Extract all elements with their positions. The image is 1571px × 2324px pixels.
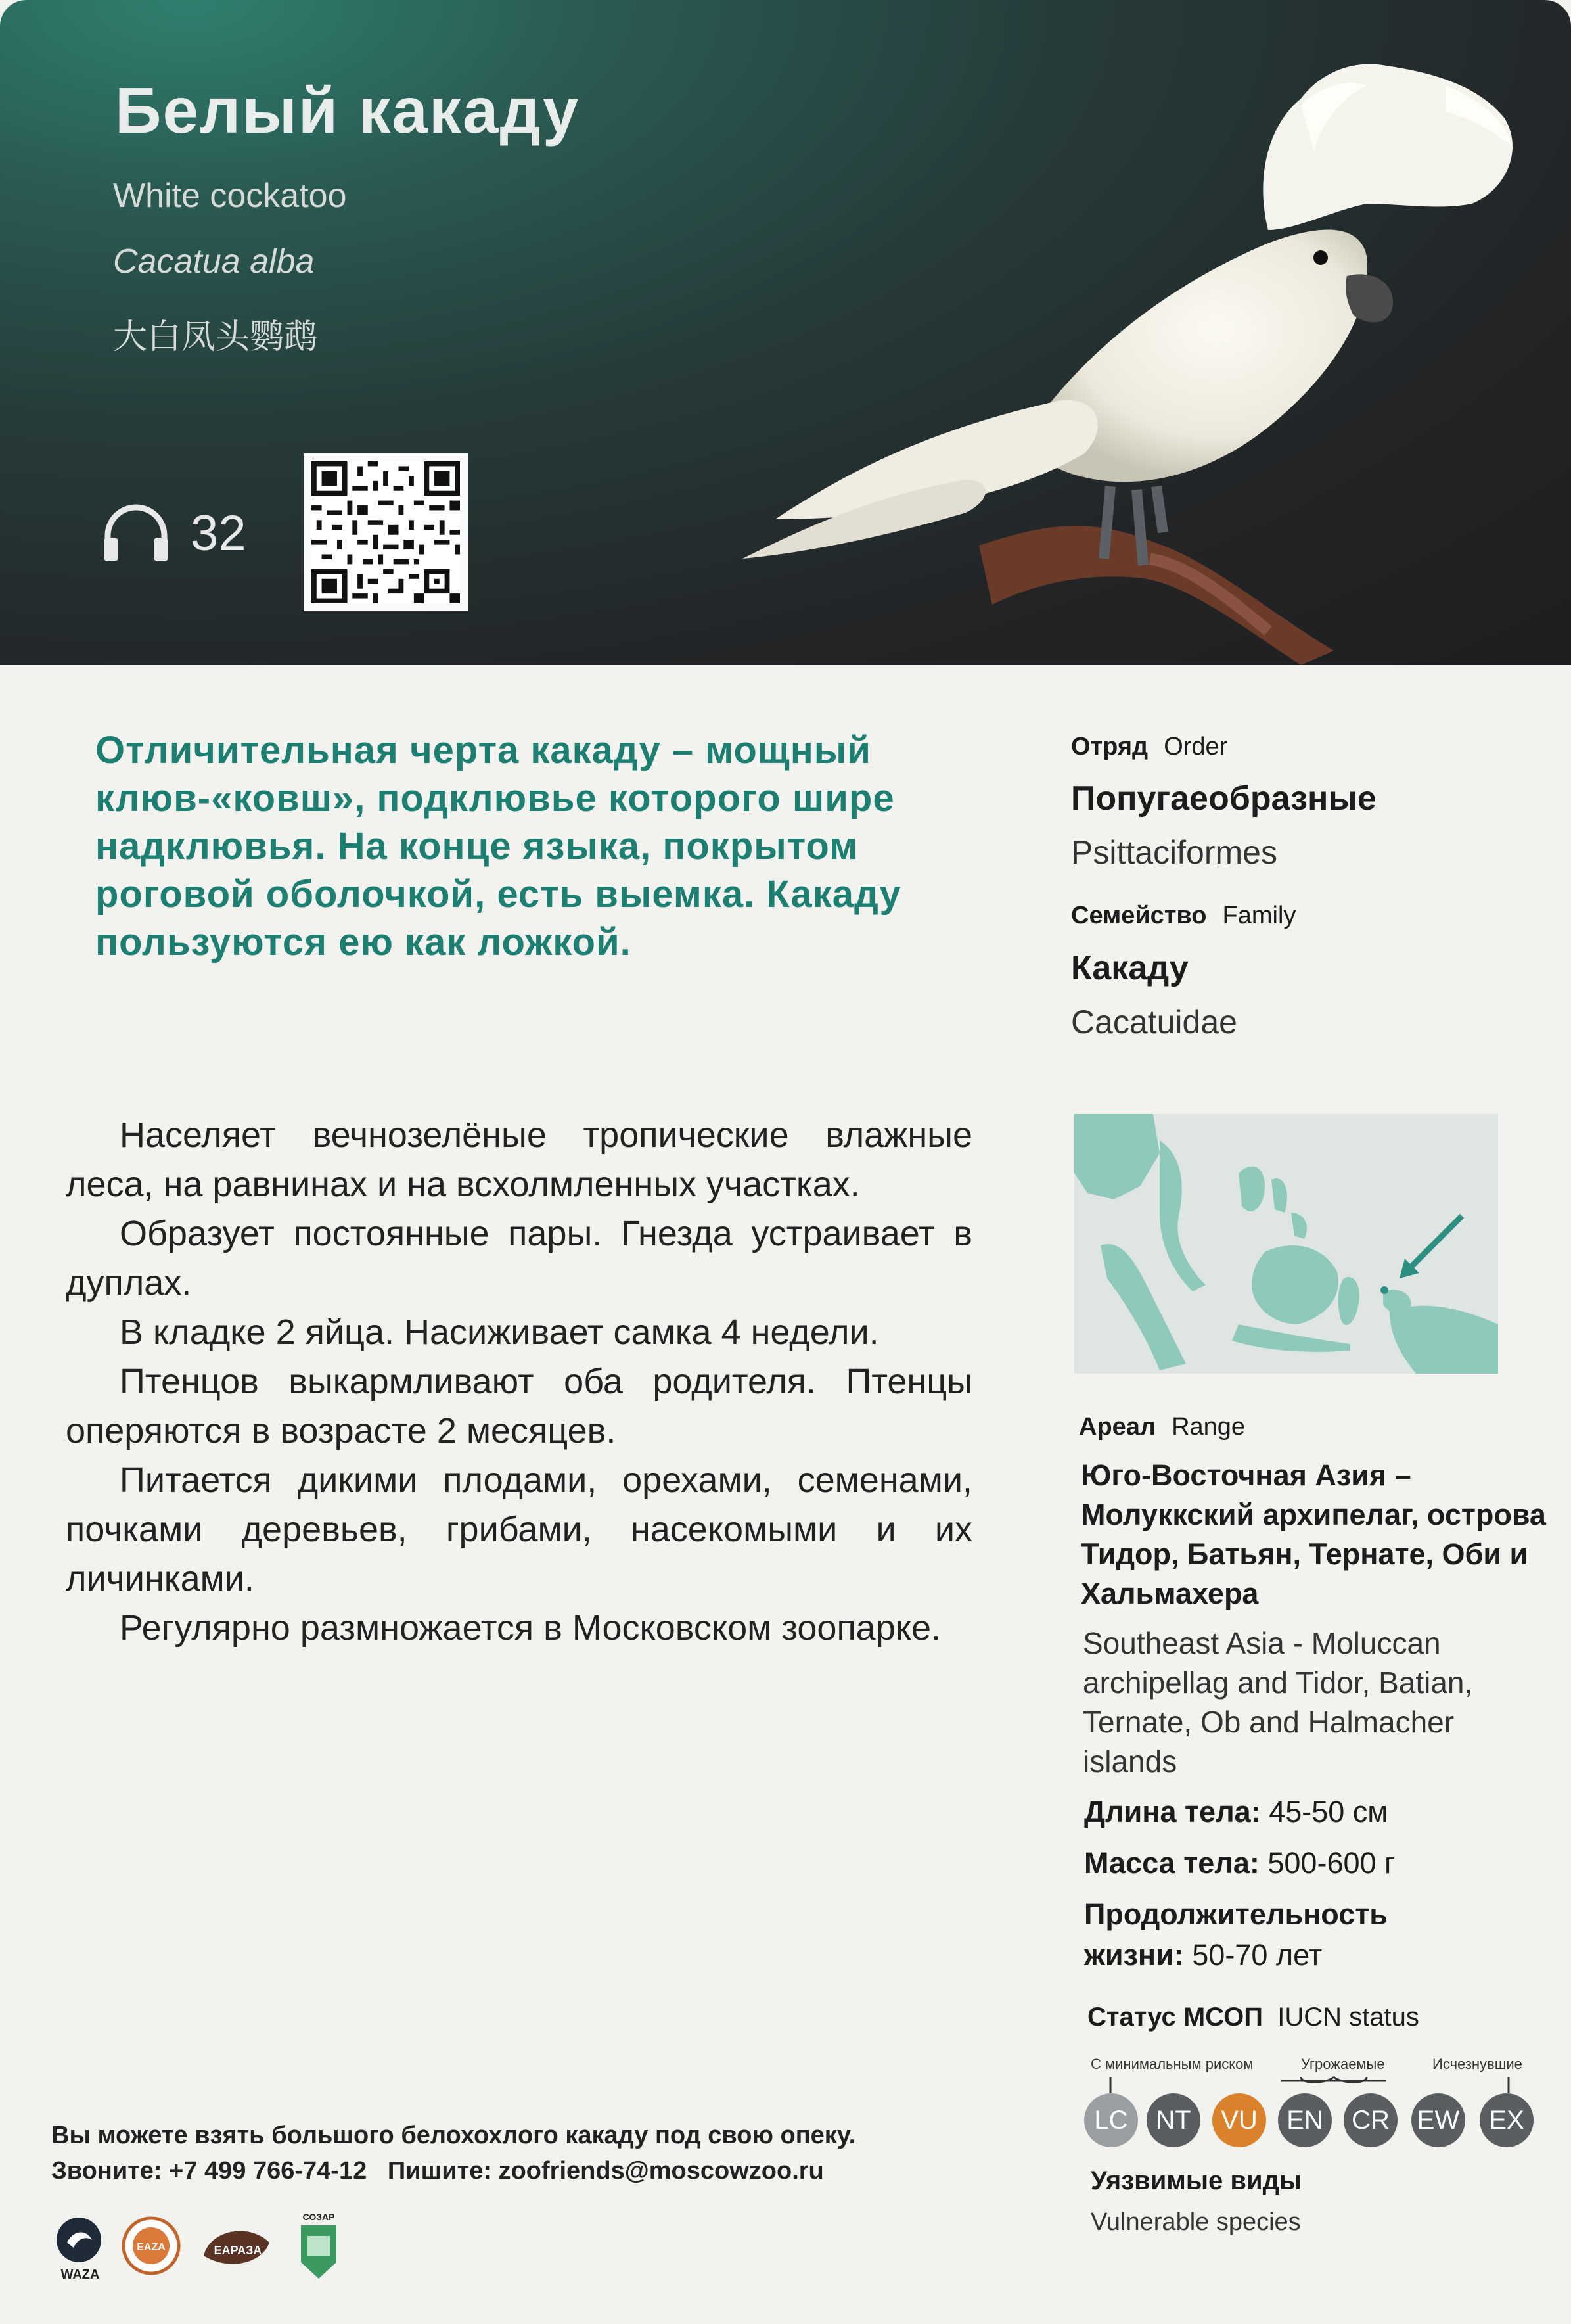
- intro-highlight: Отличительная черта какаду – мощный клюв-«ковш», подклювье которого шире надклювья. На конце языка, покрытом роговой оболочкой, есть выемка. Какаду пользуются ею как ложкой.: [95, 729, 901, 964]
- svg-text:EAZA: EAZA: [137, 2242, 166, 2253]
- order-label: Отряд Order: [1071, 733, 1228, 760]
- body-paragraph: В кладке 2 яйца. Насиживает самка 4 недели.: [120, 1313, 879, 1352]
- phone-link[interactable]: Звоните: +7 499 766-74-12: [51, 2157, 367, 2185]
- body-length: Длина тела: 45-50 см: [1084, 1795, 1388, 1828]
- iucn-circle-nt: NT: [1147, 2093, 1200, 2147]
- scale-low-label: С минимальным риском: [1091, 2056, 1254, 2072]
- cockatoo-photo: [690, 59, 1571, 665]
- order-name-lat: Psittaciformes: [1071, 834, 1277, 871]
- scale-high-label: Исчезнувшие: [1432, 2056, 1522, 2072]
- range-description-en: Southeast Asia - Moluccan archipellag and Tidor, Batian, Ternate, Ob and Halmacher islands: [1083, 1626, 1473, 1778]
- email-link[interactable]: Пишите: zoofriends@moscowzoo.ru: [387, 2157, 824, 2185]
- earaza-logo: [197, 2216, 276, 2275]
- body-mass: Масса тела: 500-600 г: [1084, 1846, 1396, 1880]
- chinese-name: 大白凤头鹦鹉: [113, 317, 319, 357]
- headphones-icon: [100, 500, 172, 565]
- waza-logo: [54, 2216, 106, 2282]
- english-name: White cockatoo: [113, 177, 347, 215]
- iucn-circle-lc: LC: [1084, 2093, 1138, 2147]
- range-description-ru: Юго-Восточная Азия – Молуккский архипелаг, острова Тидор, Батьян, Тернате, Оби и Хальмахера: [1081, 1458, 1546, 1610]
- iucn-label: Статус МСОП IUCN status: [1087, 2003, 1419, 2032]
- body-paragraph: Населяет вечнозелёные тропические влажные леса, на равнинах и на всхолмленных участках.: [66, 1115, 972, 1204]
- svg-text:ЕАРАЗА: ЕАРАЗА: [214, 2244, 262, 2257]
- body-text: [66, 1111, 972, 1653]
- contact-line: [51, 2157, 824, 2185]
- body-paragraph: Питается дикими плодами, орехами, семенами, почками деревьев, грибами, насекомыми и их личинками.: [66, 1460, 972, 1598]
- family-name-lat: Cacatuidae: [1071, 1004, 1237, 1040]
- latin-name: Cacatua alba: [113, 243, 315, 281]
- family-name-ru: Какаду: [1071, 949, 1189, 987]
- svg-text:WAZA: WAZA: [60, 2267, 100, 2282]
- iucn-circle-en: EN: [1278, 2093, 1332, 2147]
- order-name-ru: Попугаеобразные: [1071, 779, 1377, 818]
- sozar-logo: [296, 2210, 342, 2282]
- iucn-circle-ex: EX: [1480, 2093, 1534, 2147]
- eaza-logo: [122, 2216, 181, 2275]
- range-map: [1074, 1114, 1498, 1374]
- body-paragraph: Образует постоянные пары. Гнезда устраивает в дуплах.: [66, 1214, 972, 1303]
- sponsor-invite: Вы можете взять большого белохохлого какаду под свою опеку.: [51, 2122, 856, 2149]
- page-title: Белый какаду: [115, 74, 580, 147]
- iucn-circle-cr: CR: [1344, 2093, 1398, 2147]
- qr-code[interactable]: [304, 453, 468, 611]
- iucn-circle-ew: EW: [1411, 2093, 1465, 2147]
- iucn-circle-vu: VU: [1212, 2093, 1266, 2147]
- header-banner: [0, 0, 1571, 665]
- lifespan: Продолжительность жизни: 50-70 лет: [1084, 1897, 1388, 1972]
- body-paragraph: Птенцов выкармливают оба родителя. Птенцы оперяются в возрасте 2 месяцев.: [66, 1362, 972, 1451]
- audio-guide-number: 32: [191, 505, 246, 561]
- iucn-scale-ticks: [1084, 2072, 1544, 2098]
- family-label: Семейство Family: [1071, 902, 1296, 929]
- iucn-status-en: Vulnerable species: [1091, 2208, 1301, 2236]
- range-label: Ареал Range: [1079, 1413, 1246, 1441]
- svg-text:СОЗАР: СОЗАР: [302, 2212, 335, 2222]
- iucn-status-ru: Уязвимые виды: [1091, 2166, 1302, 2195]
- body-paragraph: Регулярно размножается в Московском зоопарке.: [120, 1608, 942, 1648]
- scale-mid-label: Угрожаемые: [1301, 2056, 1385, 2072]
